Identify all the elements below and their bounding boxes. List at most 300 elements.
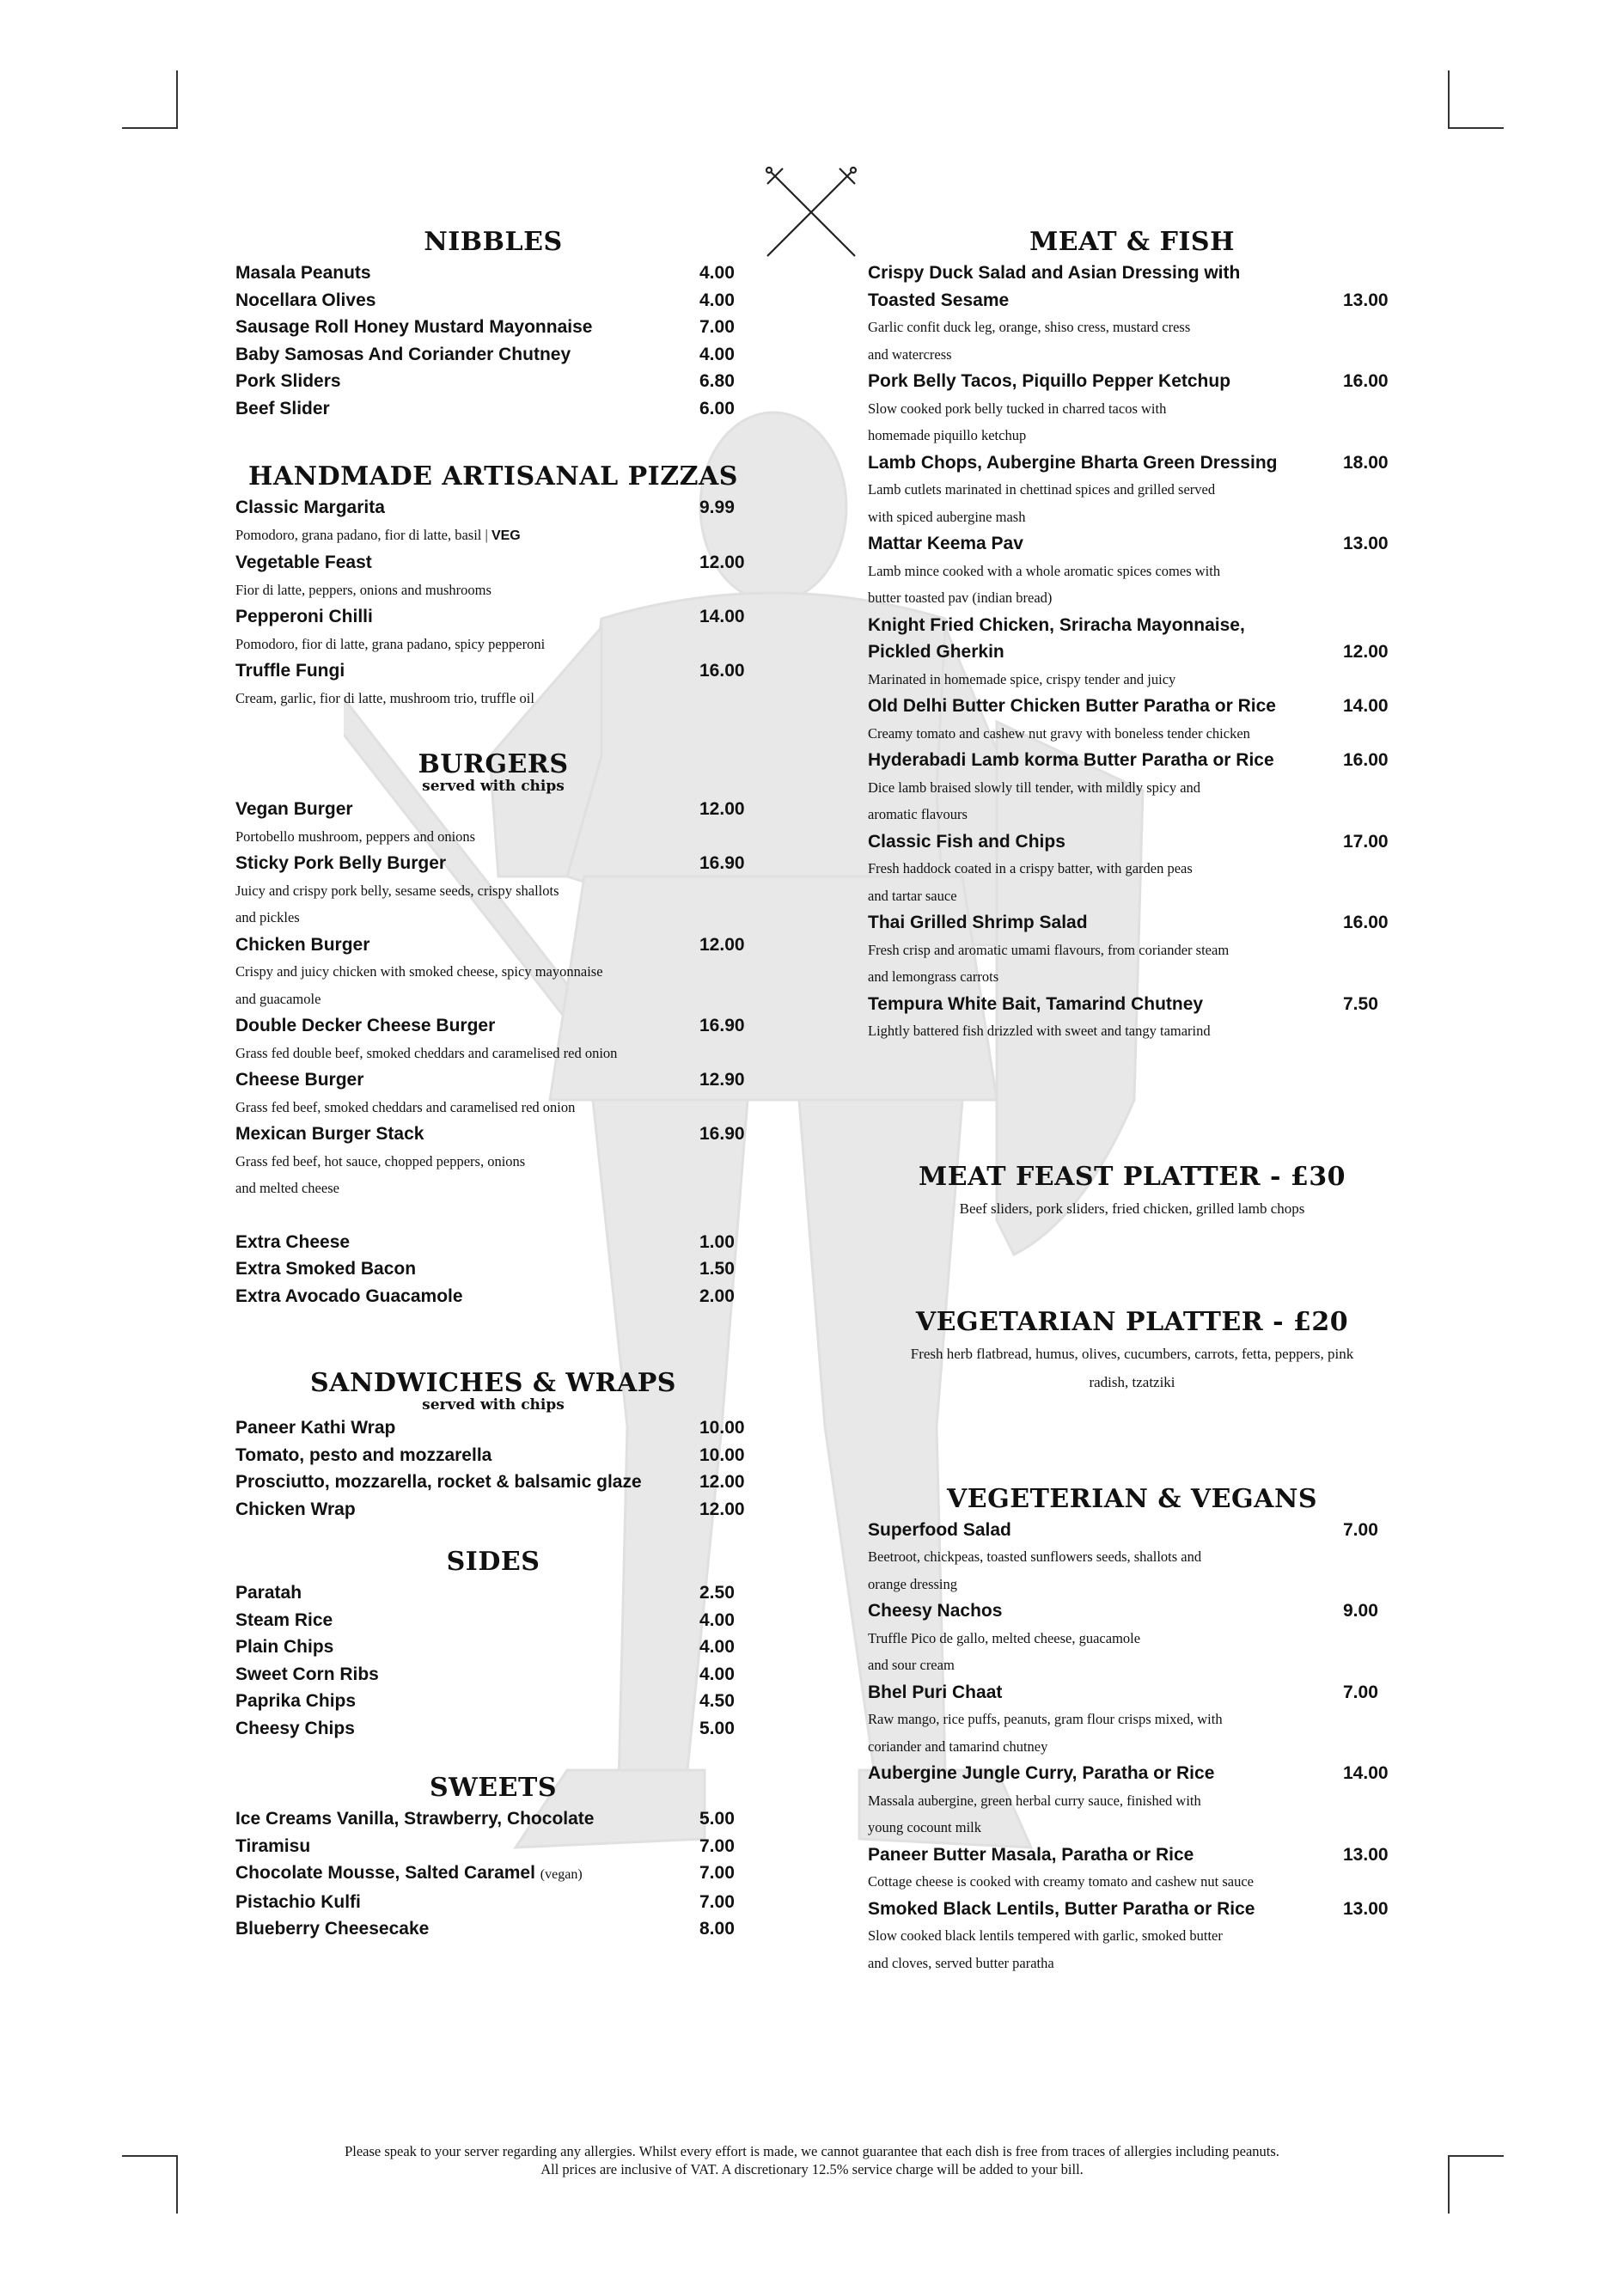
- item-description: [868, 1706, 1396, 1733]
- item-description-line2: and guacamole: [235, 990, 321, 1007]
- menu-item: [868, 1841, 1396, 1869]
- menu-item: [868, 693, 1396, 720]
- menu-item: [235, 368, 751, 395]
- item-name: [868, 449, 1277, 477]
- meat-fish-title: MEAT & FISH: [1029, 227, 1235, 257]
- pizzas-list: [235, 494, 751, 711]
- item-name: [235, 1715, 355, 1743]
- item-price: 16.00: [1343, 371, 1389, 391]
- item-price: 2.50: [699, 1583, 735, 1603]
- item-name-text: Truffle Fungi: [235, 661, 345, 681]
- item-description-line2: butter toasted pav (indian bread): [868, 589, 1053, 606]
- item-description: [235, 685, 751, 712]
- veg-platter-description: Fresh herb flatbread, humus, olives, cucumbers, carrots, fetta, peppers, pink: [910, 1345, 1354, 1362]
- item-name: [868, 909, 1088, 937]
- item-name: [235, 1688, 356, 1715]
- veg-platter-section: [868, 1305, 1396, 1396]
- burgers-subtitle: served with chips: [422, 778, 565, 795]
- item-description-text: Fresh crisp and aromatic umami flavours, from coriander steam: [868, 941, 1230, 958]
- item-name-text: Pistachio Kulfi: [235, 1891, 361, 1912]
- item-name: [235, 1860, 583, 1889]
- item-name-text: Extra Smoked Bacon: [235, 1259, 417, 1279]
- item-description: [235, 1040, 751, 1067]
- item-price: 13.00: [1343, 1898, 1389, 1919]
- menu-item: [235, 1121, 751, 1148]
- item-price: 16.90: [699, 1124, 745, 1144]
- item-name-text: Classic Margarita: [235, 498, 385, 517]
- menu-item: [235, 341, 751, 369]
- menu-item: [235, 1860, 751, 1889]
- item-name-text: Lamb Chops, Aubergine Bharta Green Dressing: [868, 452, 1278, 473]
- item-name: [235, 1255, 416, 1283]
- menu-item: [235, 1469, 751, 1496]
- item-price: 13.00: [1343, 290, 1389, 310]
- item-description-text: Lightly battered fish drizzled with sweet and tangy tamarind: [868, 1023, 1211, 1039]
- nibbles-title: NIBBLES: [424, 227, 563, 257]
- menu-item: [868, 449, 1396, 477]
- item-price: 13.00: [1343, 534, 1389, 553]
- item-description: [868, 774, 1396, 802]
- item-description: [868, 1922, 1396, 1950]
- menu-item: [235, 1634, 751, 1661]
- item-price: 4.00: [699, 344, 735, 364]
- item-price: 12.00: [699, 553, 745, 572]
- item-price: 6.00: [699, 398, 735, 418]
- burgers-list: [235, 796, 751, 1202]
- nibbles-section: [235, 225, 751, 422]
- item-description-text: Lamb mince cooked with a whole aromatic spices comes with: [868, 562, 1221, 579]
- item-description: [868, 395, 1396, 423]
- item-name: [868, 828, 1065, 856]
- item-name-text: Pork Belly Tacos, Piquillo Pepper Ketchup: [868, 371, 1231, 391]
- item-name-text: Nocellara Olives: [235, 290, 376, 310]
- sandwiches-list: [235, 1414, 751, 1523]
- item-name: [235, 260, 371, 287]
- item-name-text: Bhel Puri Chaat: [868, 1682, 1003, 1702]
- menu-item: [235, 1579, 751, 1607]
- item-description-text: Truffle Pico de gallo, melted cheese, guacamole: [868, 1629, 1141, 1646]
- item-name-text: Paratah: [235, 1583, 302, 1603]
- item-name: [868, 1896, 1255, 1923]
- item-price: 16.00: [699, 661, 745, 681]
- menu-item: [235, 1833, 751, 1860]
- item-price: 14.00: [1343, 696, 1389, 716]
- item-name-text: Toasted Sesame: [868, 290, 1010, 310]
- item-description: [868, 937, 1396, 964]
- menu-item: [235, 1805, 751, 1833]
- item-description: [235, 958, 751, 986]
- sides-title: SIDES: [446, 1547, 540, 1577]
- item-name: [235, 1805, 594, 1833]
- item-description-text: Lamb cutlets marinated in chettinad spices and grilled served: [868, 481, 1216, 498]
- item-price: 12.00: [1343, 642, 1389, 662]
- burger-extras-list: [235, 1229, 751, 1310]
- item-description-line2: homemade piquillo ketchup: [868, 427, 1027, 443]
- item-name: [235, 1889, 361, 1916]
- menu-item: [235, 1442, 751, 1469]
- item-price: 2.00: [699, 1286, 735, 1306]
- item-price: 4.00: [699, 1664, 735, 1684]
- item-description-line2: and melted cheese: [235, 1180, 339, 1196]
- item-name-text: Sticky Pork Belly Burger: [235, 853, 447, 873]
- item-price: 5.00: [699, 1718, 735, 1738]
- item-price: 5.00: [699, 1809, 735, 1829]
- item-description: [868, 1625, 1396, 1652]
- item-name-text: Old Delhi Butter Chicken Butter Paratha or Rice: [868, 696, 1276, 716]
- sandwiches-section: [235, 1366, 751, 1523]
- item-name: [235, 850, 446, 877]
- menu-item: [235, 1066, 751, 1094]
- item-price: 12.00: [699, 1499, 745, 1519]
- item-name-text: Paneer Kathi Wrap: [235, 1418, 396, 1438]
- menu-item: [868, 991, 1396, 1018]
- item-price: 7.00: [699, 317, 735, 337]
- item-name: [235, 1229, 350, 1256]
- item-name-text: Double Decker Cheese Burger: [235, 1016, 496, 1035]
- item-description-line2: orange dressing: [868, 1575, 958, 1592]
- sweets-section: [235, 1771, 751, 1943]
- item-description-text: Pomodoro, grana padano, fior di latte, basil |: [235, 526, 491, 543]
- menu-item: [868, 287, 1396, 315]
- vegan-section: [868, 1482, 1396, 1977]
- item-description-text: Beetroot, chickpeas, toasted sunflowers seeds, shallots and: [868, 1548, 1202, 1565]
- item-name-text: Chicken Wrap: [235, 1499, 356, 1519]
- item-name: [235, 549, 372, 577]
- sides-section: [235, 1545, 751, 1742]
- item-price: 14.00: [699, 607, 745, 626]
- item-description-text: Grass fed beef, hot sauce, chopped peppers, onions: [235, 1152, 526, 1169]
- footer-allergy-note: Please speak to your server regarding any allergies. Whilst every effort is made, we cannot guarantee that each dish is free from traces of allergies including peanuts.: [345, 2143, 1279, 2159]
- menu-item: [235, 395, 751, 423]
- item-name-text: Pork Sliders: [235, 371, 341, 391]
- item-name: [235, 1442, 491, 1469]
- item-name-text: Blueberry Cheesecake: [235, 1919, 430, 1939]
- menu-item: [235, 1496, 751, 1524]
- item-description-text: Garlic confit duck leg, orange, shiso cress, mustard cress: [868, 319, 1191, 335]
- menu-item: [235, 260, 751, 287]
- menu-item: [235, 1012, 751, 1040]
- sandwiches-title: SANDWICHES & WRAPS: [310, 1368, 676, 1398]
- nibbles-list: [235, 260, 751, 422]
- item-description: [868, 855, 1396, 882]
- burgers-section: [235, 748, 751, 1310]
- item-description: [235, 631, 751, 658]
- item-description-text: Cream, garlic, fior di latte, mushroom trio, truffle oil: [235, 689, 534, 706]
- item-description-line2: and watercress: [868, 345, 952, 363]
- menu-item: [235, 494, 751, 522]
- crop-mark-top-left: [122, 70, 178, 129]
- item-description-text: Slow cooked pork belly tucked in charred tacos with: [868, 400, 1167, 417]
- menu-item: [235, 796, 751, 823]
- item-name: Knight Fried Chicken, Sriracha Mayonnaise,: [868, 614, 1245, 635]
- menu-item: [868, 1896, 1396, 1923]
- item-name: [235, 287, 375, 315]
- vegan-list: [868, 1517, 1396, 1977]
- item-name: [235, 1414, 395, 1442]
- item-description-line2: young cocount milk: [868, 1819, 981, 1835]
- item-description-text: Cottage cheese is cooked with creamy tomato and cashew nut sauce: [868, 1873, 1255, 1890]
- item-name-text: Chocolate Mousse, Salted Caramel: [235, 1863, 540, 1883]
- item-name-text: Cheese Burger: [235, 1070, 364, 1090]
- item-name-text: Classic Fish and Chips: [868, 831, 1065, 852]
- item-description: [868, 666, 1396, 693]
- item-name: [868, 1760, 1214, 1787]
- item-name-text: Prosciutto, mozzarella, rocket & balsamic glaze: [235, 1472, 642, 1492]
- item-name-text: Tiramisu: [235, 1835, 311, 1856]
- item-name: [235, 368, 341, 395]
- item-name-text: Paprika Chips: [235, 1691, 357, 1711]
- item-description-text: Grass fed beef, smoked cheddars and caramelised red onion: [235, 1098, 576, 1115]
- item-name-text: Pepperoni Chilli: [235, 607, 373, 626]
- item-name: [235, 657, 345, 685]
- menu-item: [868, 638, 1396, 666]
- item-name: [235, 341, 571, 369]
- item-name: Crispy Duck Salad and Asian Dressing with: [868, 263, 1241, 283]
- item-price: 10.00: [699, 1418, 745, 1438]
- item-name: [235, 931, 369, 959]
- item-price: 12.00: [699, 1472, 745, 1492]
- menu-item: [235, 287, 751, 315]
- item-price: 7.00: [1343, 1682, 1378, 1702]
- meat-platter-title: MEAT FEAST PLATTER - £30: [919, 1161, 1346, 1192]
- item-name-text: Sausage Roll Honey Mustard Mayonnaise: [235, 317, 593, 337]
- item-price: 4.00: [699, 1637, 735, 1657]
- menu-item: [868, 1679, 1396, 1707]
- item-description-text: Fresh haddock coated in a crispy batter, with garden peas: [868, 860, 1193, 876]
- sides-list: [235, 1579, 751, 1742]
- item-name: [235, 1496, 356, 1524]
- item-name-text: Tomato, pesto and mozzarella: [235, 1444, 492, 1465]
- item-name-text: Mexican Burger Stack: [235, 1124, 424, 1144]
- item-description-line2: aromatic flavours: [868, 806, 968, 822]
- item-name: [235, 796, 353, 823]
- item-price: 16.90: [699, 853, 745, 873]
- item-note: (vegan): [540, 1867, 583, 1882]
- item-description-line2: and tartar sauce: [868, 887, 957, 904]
- item-name: [235, 603, 373, 631]
- item-price: 9.99: [699, 498, 735, 517]
- item-name-text: Beef Slider: [235, 398, 330, 418]
- item-description-text: Slow cooked black lentils tempered with garlic, smoked butter: [868, 1927, 1223, 1944]
- crop-mark-top-right: [1448, 70, 1504, 129]
- menu-item: [868, 1517, 1396, 1544]
- item-name: [868, 287, 1009, 315]
- item-name-text: Extra Avocado Guacamole: [235, 1286, 463, 1306]
- menu-item: [235, 314, 751, 341]
- meat-platter-description: Beef sliders, pork sliders, fried chicken, grilled lamb chops: [959, 1200, 1305, 1217]
- item-name-text: Pickled Gherkin: [868, 642, 1004, 662]
- menu-item: [868, 828, 1396, 856]
- item-description-text: Marinated in homemade spice, crispy tender and juicy: [868, 670, 1176, 687]
- item-price: 7.50: [1343, 993, 1378, 1014]
- item-name-text: Smoked Black Lentils, Butter Paratha or Rice: [868, 1898, 1255, 1919]
- item-description: [868, 476, 1396, 504]
- menu-item: [868, 747, 1396, 774]
- item-name: [235, 314, 592, 341]
- item-name-text: Paneer Butter Masala, Paratha or Rice: [868, 1844, 1194, 1865]
- item-description-text: Juicy and crispy pork belly, sesame seeds, crispy shallots: [235, 882, 559, 899]
- item-name-text: Baby Samosas And Coriander Chutney: [235, 344, 571, 364]
- item-name: [868, 1679, 1002, 1707]
- veg-platter-title: VEGETARIAN PLATTER - £20: [915, 1306, 1349, 1337]
- item-price: 17.00: [1343, 831, 1389, 852]
- menu-item: [235, 1889, 751, 1916]
- item-name: [235, 1634, 333, 1661]
- item-description: [868, 558, 1396, 585]
- sweets-title: SWEETS: [429, 1773, 558, 1803]
- item-price: 18.00: [1343, 452, 1389, 473]
- sweets-list: [235, 1805, 751, 1943]
- item-name: [868, 638, 1004, 666]
- item-description: [868, 1868, 1396, 1896]
- menu-item: [235, 1688, 751, 1715]
- item-description-text: Fior di latte, peppers, onions and mushrooms: [235, 581, 491, 598]
- item-name-text: Tempura White Bait, Tamarind Chutney: [868, 993, 1204, 1014]
- item-name-text: Cheesy Nachos: [868, 1601, 1003, 1621]
- vegan-title: VEGETERIAN & VEGANS: [946, 1483, 1318, 1514]
- footer-vat-note: All prices are inclusive of VAT. A discretionary 12.5% service charge will be added to your bill.: [540, 2161, 1084, 2177]
- item-price: 4.50: [699, 1691, 735, 1711]
- item-price: 7.00: [699, 1835, 735, 1856]
- item-price: 16.00: [1343, 913, 1389, 932]
- menu-item: [235, 931, 751, 959]
- item-name-text: Hyderabadi Lamb korma Butter Paratha or Rice: [868, 750, 1274, 770]
- pizzas-title: HANDMADE ARTISANAL PIZZAS: [248, 461, 738, 492]
- item-name: [868, 368, 1230, 395]
- item-name-text: Plain Chips: [235, 1637, 334, 1657]
- item-description: [235, 823, 751, 851]
- item-price: 7.00: [1343, 1519, 1378, 1540]
- item-name-text: Steam Rice: [235, 1609, 333, 1630]
- item-description-text: Dice lamb braised slowly till tender, with mildly spicy and: [868, 779, 1201, 796]
- item-name: [235, 1833, 310, 1860]
- item-price: 6.80: [699, 371, 735, 391]
- item-name: [868, 747, 1274, 774]
- item-price: 7.00: [699, 1891, 735, 1912]
- veg-tag: VEG: [491, 528, 521, 543]
- item-price: 16.00: [1343, 750, 1389, 770]
- meat-fish-list: [868, 260, 1396, 1045]
- item-price: 1.00: [699, 1231, 735, 1252]
- menu-item: [868, 909, 1396, 937]
- item-description-text: Portobello mushroom, peppers and onions: [235, 827, 476, 845]
- item-description-line2: and pickles: [235, 909, 300, 925]
- item-name-text: Aubergine Jungle Curry, Paratha or Rice: [868, 1763, 1215, 1783]
- item-name-text: Chicken Burger: [235, 934, 370, 955]
- item-description: [235, 577, 751, 604]
- item-name: [235, 1915, 429, 1943]
- menu-item: [235, 1915, 751, 1943]
- item-name-text: Cheesy Chips: [235, 1718, 355, 1738]
- item-name-text: Superfood Salad: [868, 1519, 1011, 1540]
- item-description: [868, 1787, 1396, 1815]
- item-price: 12.90: [699, 1070, 745, 1090]
- item-name-text: Vegan Burger: [235, 799, 353, 819]
- item-description-line2: with spiced aubergine mash: [868, 508, 1026, 525]
- burgers-title: BURGERS: [418, 749, 569, 779]
- item-name: [235, 1607, 333, 1634]
- menu-item: [868, 1760, 1396, 1787]
- item-price: 8.00: [699, 1919, 735, 1939]
- item-name: [235, 1661, 379, 1689]
- item-name: [868, 693, 1276, 720]
- meat-fish-section: [868, 225, 1396, 1045]
- menu-item: [235, 657, 751, 685]
- menu-item: [868, 530, 1396, 558]
- menu-item: [235, 1283, 751, 1310]
- item-price: 12.00: [699, 934, 745, 955]
- item-price: 4.00: [699, 290, 735, 310]
- item-name-text: Thai Grilled Shrimp Salad: [868, 913, 1088, 932]
- menu-item: [235, 1414, 751, 1442]
- item-description: [868, 314, 1396, 341]
- item-description: [235, 877, 751, 905]
- menu-item: [235, 603, 751, 631]
- item-description-text: Grass fed double beef, smoked cheddars and caramelised red onion: [235, 1044, 618, 1061]
- pizzas-section: [235, 460, 751, 711]
- item-description: [235, 1094, 751, 1121]
- item-name-text: Ice Creams Vanilla, Strawberry, Chocolate: [235, 1809, 595, 1829]
- item-name: [868, 1841, 1194, 1869]
- veg-platter-description-line2: radish, tzatziki: [1089, 1373, 1175, 1390]
- item-description-text: Crispy and juicy chicken with smoked cheese, spicy mayonnaise: [235, 963, 603, 980]
- menu-item: [235, 1661, 751, 1689]
- item-name: [868, 1517, 1011, 1544]
- item-price: 1.50: [699, 1259, 735, 1279]
- item-name: [868, 1597, 1002, 1625]
- right-column: [868, 225, 1396, 1976]
- item-description-line2: and lemongrass carrots: [868, 968, 999, 985]
- item-description-line2: coriander and tamarind chutney: [868, 1737, 1048, 1755]
- sandwiches-subtitle: served with chips: [422, 1396, 565, 1414]
- menu-item: [235, 549, 751, 577]
- menu-item-name-line1: [868, 260, 1396, 287]
- item-price: 14.00: [1343, 1763, 1389, 1783]
- item-name-text: Vegetable Feast: [235, 553, 372, 572]
- item-description-line2: and cloves, served butter paratha: [868, 1954, 1054, 1971]
- meat-platter-section: [868, 1160, 1396, 1223]
- menu-item: [235, 850, 751, 877]
- item-description-text: Creamy tomato and cashew nut gravy with boneless tender chicken: [868, 724, 1250, 742]
- item-description: [868, 1543, 1396, 1571]
- item-name-text: Mattar Keema Pav: [868, 534, 1023, 553]
- item-description-text: Massala aubergine, green herbal curry sauce, finished with: [868, 1792, 1201, 1809]
- item-description: [235, 522, 751, 550]
- item-name: [235, 1579, 302, 1607]
- menu-item: [235, 1715, 751, 1743]
- menu-item: [235, 1255, 751, 1283]
- allergy-footer: [0, 2142, 1624, 2178]
- item-name: [235, 1283, 463, 1310]
- item-name: [235, 1012, 495, 1040]
- item-name: [235, 494, 385, 522]
- left-column: [235, 225, 751, 1943]
- item-price: 10.00: [699, 1444, 745, 1465]
- menu-item: [868, 368, 1396, 395]
- item-price: 12.00: [699, 799, 745, 819]
- menu-item: [235, 1607, 751, 1634]
- item-price: 4.00: [699, 263, 735, 283]
- item-description: [868, 720, 1396, 748]
- crossed-swords-icon: [760, 165, 862, 261]
- item-name: [235, 1066, 363, 1094]
- menu-item-name-line1: [868, 612, 1396, 639]
- item-description: [235, 1148, 751, 1176]
- item-name-text: Extra Cheese: [235, 1231, 351, 1252]
- item-description-text: Raw mango, rice puffs, peanuts, gram flour crisps mixed, with: [868, 1711, 1223, 1727]
- item-name: [868, 530, 1023, 558]
- item-description-line2: and sour cream: [868, 1657, 955, 1673]
